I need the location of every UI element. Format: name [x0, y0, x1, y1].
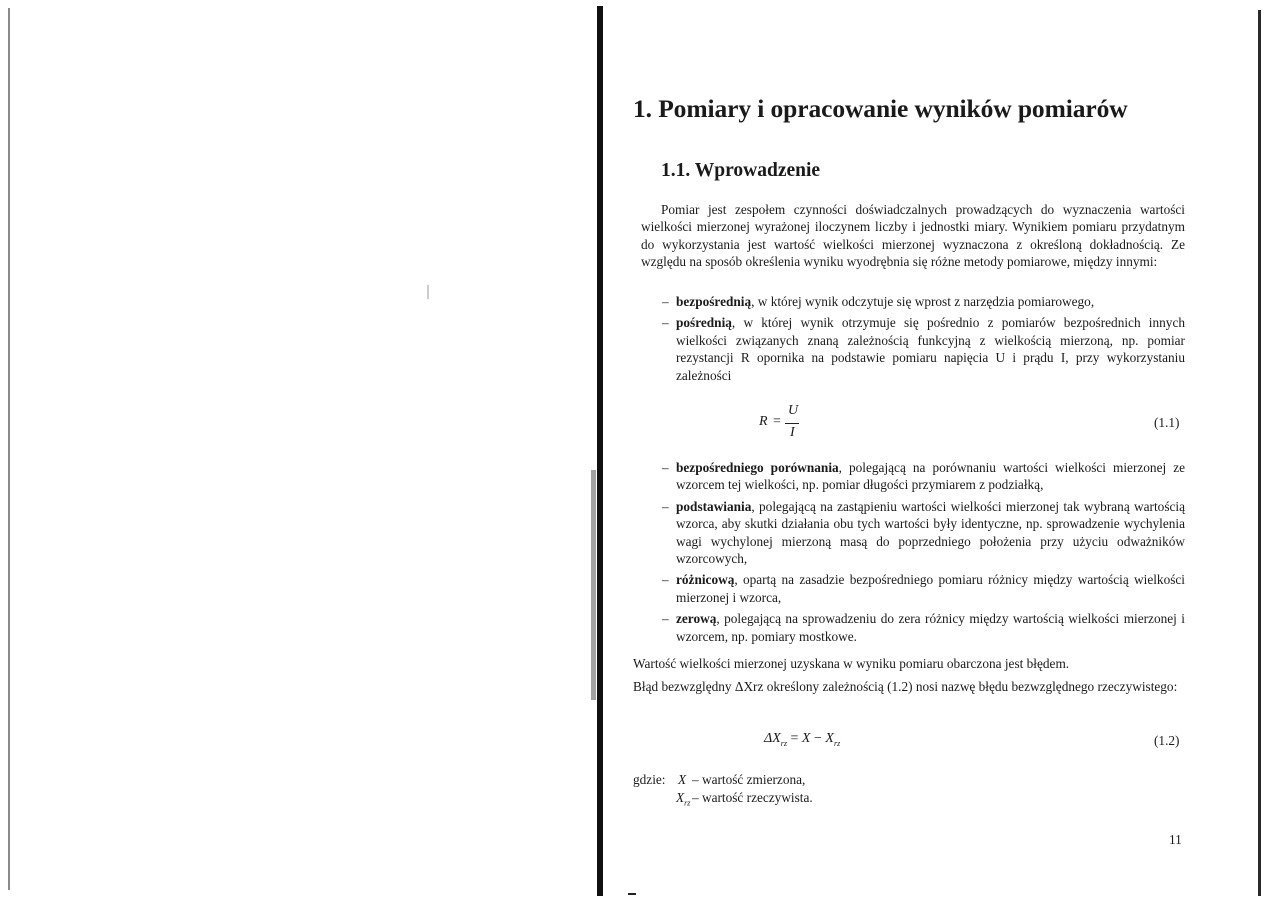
method-description: , polegającą na sprowadzeniu do zera różnicy między wartością wielkości mierzonej i wzorcem, np. pomiary mostkowe.: [676, 611, 1185, 644]
method-description: , polegającą na porównaniu wartości wielkości mierzonej ze wzorcem tej wielkości, np. pomiar długości przymiarem z podziałką,: [676, 460, 1186, 493]
list-item: [633, 459, 1185, 494]
definitions-label: gdzie:: [633, 772, 666, 787]
list-item: [633, 293, 1185, 310]
list-item: [633, 571, 1185, 606]
list-dash: –: [662, 315, 669, 331]
list-dash: –: [662, 498, 669, 514]
method-term: bezpośredniego porównania: [676, 460, 839, 475]
method-description: , w której wynik otrzymuje się pośrednio z pomiarów bezpośrednich innych wielkości związanych znaną zależnością funkcyjną z wielkością mierzoną, np. pomiar rezystancji R opornika na podstawie pomiaru napięcia U i prądu I, przy wykorzystaniu zależności: [676, 315, 1185, 383]
formula-minus: −: [810, 731, 826, 746]
scan-left-edge: [8, 8, 10, 890]
scan-speck: [427, 285, 429, 299]
scan-speck: [628, 893, 636, 895]
absolute-error-paragraph: Błąd bezwzględny ΔXrz określony zależnością (1.2) nosi nazwę błędu bezwzględnego rzeczywistego:: [633, 679, 1178, 694]
list-dash: –: [662, 611, 669, 627]
intro-paragraph: Pomiar jest zespołem czynności doświadczalnych prowadzących do wyznaczenia wartości wielkości mierzonej wyrażonej iloczynem liczby i jednostki miary. Wynikiem pomiaru przydatnym do wykorzystania jest wartość wielkości mierzonej wyznaczona z określoną dokładnością. Ze względu na sposób określenia wyniku wyodrębnia się różne metody pomiarowe, między innymi:: [641, 202, 1185, 270]
equation-number: (1.1): [1154, 415, 1180, 430]
symbol-letter: X: [676, 790, 685, 805]
formula-subscript: rz: [780, 738, 788, 748]
formula-x-true: X: [825, 731, 834, 746]
formula-x: X: [801, 731, 811, 746]
definition-description: – wartość zmierzona,: [692, 772, 806, 787]
definition-description: – wartość rzeczywista.: [692, 790, 813, 805]
methods-list-a: [633, 293, 1185, 388]
formula-denominator: I: [790, 425, 795, 440]
formula-subscript: rz: [833, 738, 841, 748]
list-item: [633, 610, 1185, 645]
method-term: różnicową: [676, 572, 735, 588]
book-gutter-shadow: [597, 6, 603, 896]
error-paragraph: Wartość wielkości mierzonej uzyskana w wyniku pomiaru obarczona jest błędem.: [633, 656, 1070, 671]
section-title: 1.1. Wprowadzenie: [661, 160, 821, 181]
page-number: 11: [1169, 832, 1182, 847]
formula-delta: ΔX: [764, 731, 781, 746]
equation-number: (1.2): [1154, 733, 1180, 748]
method-term: zerową: [676, 611, 717, 627]
scan-right-edge: [1258, 10, 1261, 896]
method-description: , polegającą na zastąpieniu wartości wielkości mierzonej tak wybraną wartością wzorca, aby skutki działania obu tych wartości były identyczne, np. sprowadzenie wychylenia wagi wychylonej mierzoną masą do poprzedniego położenia przy użyciu odważników wzorcowych,: [676, 498, 1185, 567]
formula-equals: =: [787, 731, 802, 746]
method-term: pośrednią: [676, 315, 732, 331]
formula-lhs: R: [759, 414, 768, 429]
formula-equals: =: [773, 414, 781, 429]
formula-numerator: U: [788, 403, 799, 418]
method-description: , w której wynik odczytuje się wprost z narzędzia pomiarowego,: [751, 294, 1095, 309]
list-dash: –: [662, 294, 669, 309]
symbol-subscript: rz: [684, 798, 691, 808]
fraction-bar: [785, 423, 799, 424]
methods-list-b: [633, 459, 1185, 649]
formula-1-1: [759, 402, 819, 446]
symbol-letter: X: [678, 772, 687, 787]
method-term: podstawiania: [676, 498, 752, 514]
list-item: [633, 498, 1185, 568]
definition-symbol: [676, 789, 690, 813]
list-dash: –: [662, 572, 669, 588]
method-description: , opartą na zasadzie bezpośredniego pomiaru różnicy między wartością wielkości mierzonej i wzorca,: [676, 572, 1185, 605]
list-item: [633, 314, 1185, 384]
chapter-title: 1. Pomiary i opracowanie wyników pomiarów: [633, 94, 1128, 123]
gutter-smudge: [591, 470, 596, 700]
method-term: bezpośrednią: [676, 294, 752, 309]
formula-1-2: [764, 731, 840, 748]
list-dash: –: [662, 460, 669, 475]
